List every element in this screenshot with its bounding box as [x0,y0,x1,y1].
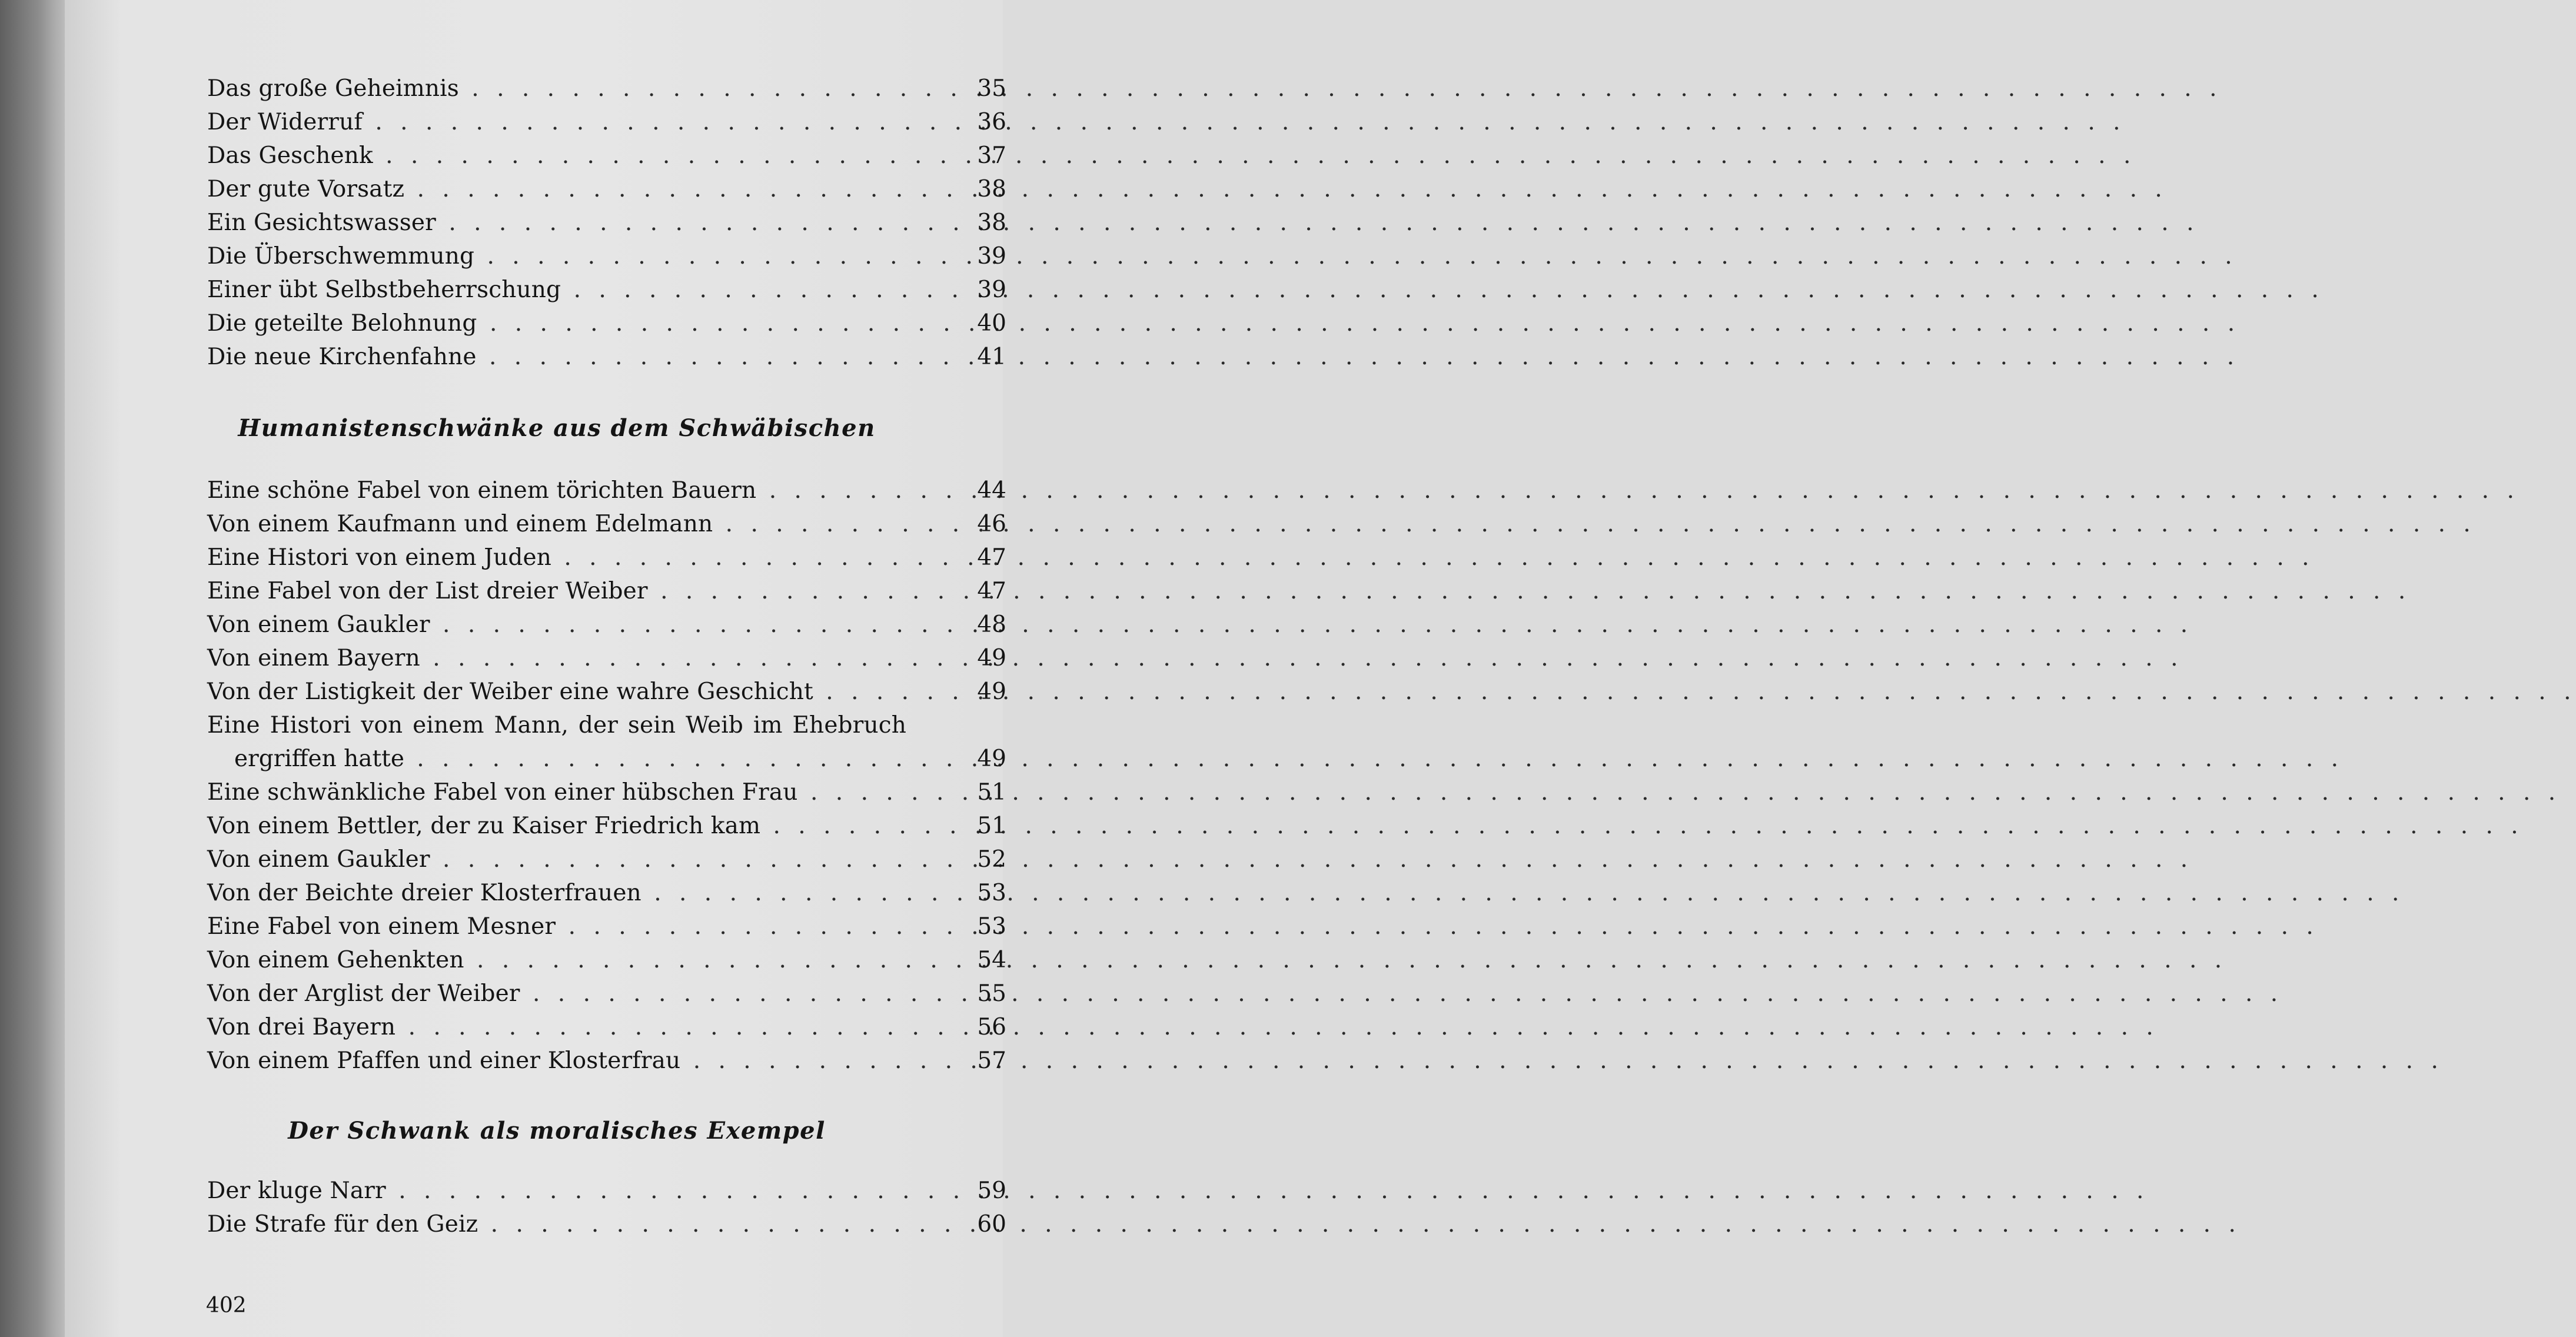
toc-entry-page: 36 [977,109,1006,135]
toc-entry-page: 40 [977,310,1006,337]
toc-entry [207,809,1006,843]
toc-entry [207,139,1006,172]
page-number: 402 [206,1293,247,1318]
toc-entry [207,641,1006,675]
section-heading: Humanistenschwänke aus dem Schwäbischen [238,414,876,442]
toc-entry [207,172,1006,206]
table-of-contents [207,72,1006,1241]
toc-entry [207,1010,1006,1044]
toc-entry-title: Von einem Bayern . . . [207,641,917,675]
toc-entry-page: 48 [977,611,1006,638]
toc-entry-page: 54 [977,947,1006,973]
toc-entry-title: Die neue Kirchenfahne . . . [207,340,917,374]
toc-entry-title: Von der Listigkeit der Weiber eine wahre Geschicht . . . [207,675,917,709]
toc-entry-title: Eine schöne Fabel von einem törichten Bauern . . . [207,474,917,507]
toc-entry [207,843,1006,876]
toc-entry-page: 41 [977,344,1006,370]
toc-entry [207,72,1006,105]
toc-entry-page: 57 [977,1047,1006,1074]
toc-entry-title: Das Geschenk . . . [207,139,917,172]
toc-entry-title: Von einem Bettler, der zu Kaiser Friedrich kam . . . [207,809,917,843]
toc-entry-title: Eine Fabel von einem Mesner . . . [207,910,917,943]
toc-entry [207,105,1006,139]
toc-entry-title: Von drei Bayern . . . [207,1010,917,1044]
toc-entry [207,1208,1006,1241]
toc-entry-page: 53 [977,880,1006,906]
toc-entry [207,574,1006,608]
toc-entry-title: Das große Geheimnis . . . [207,72,917,105]
toc-entry [207,1174,1006,1208]
toc-entry-title: Von einem Kaufmann und einem Edelmann . . . [207,507,917,541]
toc-entry-title: Die Strafe für den Geiz . . . [207,1208,917,1241]
toc-entry [207,507,1006,541]
toc-entry-title: Der Widerruf . . . [207,105,917,139]
toc-entry-page: 53 [977,913,1006,940]
toc-entry [207,776,1006,809]
toc-entry-title: Ein Gesichtswasser . . . [207,206,917,240]
toc-entry-page: 39 [977,243,1006,270]
book-spine-edge [0,0,71,1337]
toc-entry-title [207,709,917,742]
toc-entry [207,541,1006,574]
toc-section-2 [207,1114,1006,1241]
toc-entry [207,474,1006,507]
toc-entry-page: 38 [977,209,1006,236]
toc-entry-title: Die Überschwemmung . . . [207,240,917,273]
toc-entry-title-line: Eine Histori von einem Mann, der sein Weib im Ehebruch [207,712,906,739]
toc-entry [207,910,1006,943]
toc-entry-page: 51 [977,813,1006,839]
toc-entry-title: Die geteilte Belohnung . . . [207,307,917,340]
toc-entry-title: Der kluge Narr . . . [207,1174,917,1208]
toc-entry-page: 60 [977,1211,1006,1238]
toc-entry [207,675,1006,709]
toc-entry [207,273,1006,307]
toc-entry [207,240,1006,273]
toc-entry [207,977,1006,1010]
toc-entry-page: 59 [977,1178,1006,1204]
toc-entry-title: Von einem Gaukler . . . [207,843,917,876]
toc-entry-title: Von einem Pfaffen und einer Klosterfrau . . . [207,1044,917,1077]
toc-section-0 [207,72,1006,374]
toc-entry [207,307,1006,340]
section-heading: Der Schwank als moralisches Exempel [288,1117,826,1145]
toc-entry-page: 49 [977,746,1006,772]
toc-entry [207,206,1006,240]
toc-entry-page: 56 [977,1014,1006,1040]
toc-entry-page: 44 [977,477,1006,504]
toc-entry-title: Einer übt Selbstbeherrschung . . . [207,273,917,307]
toc-entry-page: 49 [977,679,1006,705]
toc-section-1 [207,411,1006,1077]
toc-entry-page: 49 [977,645,1006,671]
toc-entry [207,340,1006,374]
toc-entry-page: 47 [977,578,1006,604]
toc-entry [207,943,1006,977]
toc-entry-page: 38 [977,176,1006,202]
toc-entry-page: 47 [977,544,1006,571]
toc-entry-title-continuation: ergriffen hatte . . . [234,742,917,776]
toc-entry [207,709,1006,776]
toc-entry [207,1044,1006,1077]
toc-entry-page: 37 [977,142,1006,169]
toc-entry-page: 35 [977,75,1006,102]
toc-entry-title: Von einem Gaukler . . . [207,608,917,641]
toc-entry [207,608,1006,641]
toc-entry-title: Der gute Vorsatz . . . [207,172,917,206]
toc-entry [207,876,1006,910]
toc-entry-title: Eine Fabel von der List dreier Weiber . . . [207,574,917,608]
toc-entry-title: Eine schwänkliche Fabel von einer hübschen Frau . . . [207,776,917,809]
toc-entry-page: 39 [977,277,1006,303]
toc-entry-title: Eine Histori von einem Juden . . . [207,541,917,574]
toc-entry-title: Von der Beichte dreier Klosterfrauen . . . [207,876,917,910]
toc-entry-page: 46 [977,511,1006,537]
toc-entry-title: Von der Arglist der Weiber . . . [207,977,917,1010]
toc-entry-page: 52 [977,846,1006,873]
toc-entry-page: 55 [977,980,1006,1007]
toc-entry-title: Von einem Gehenkten . . . [207,943,917,977]
toc-entry-page: 51 [977,779,1006,806]
